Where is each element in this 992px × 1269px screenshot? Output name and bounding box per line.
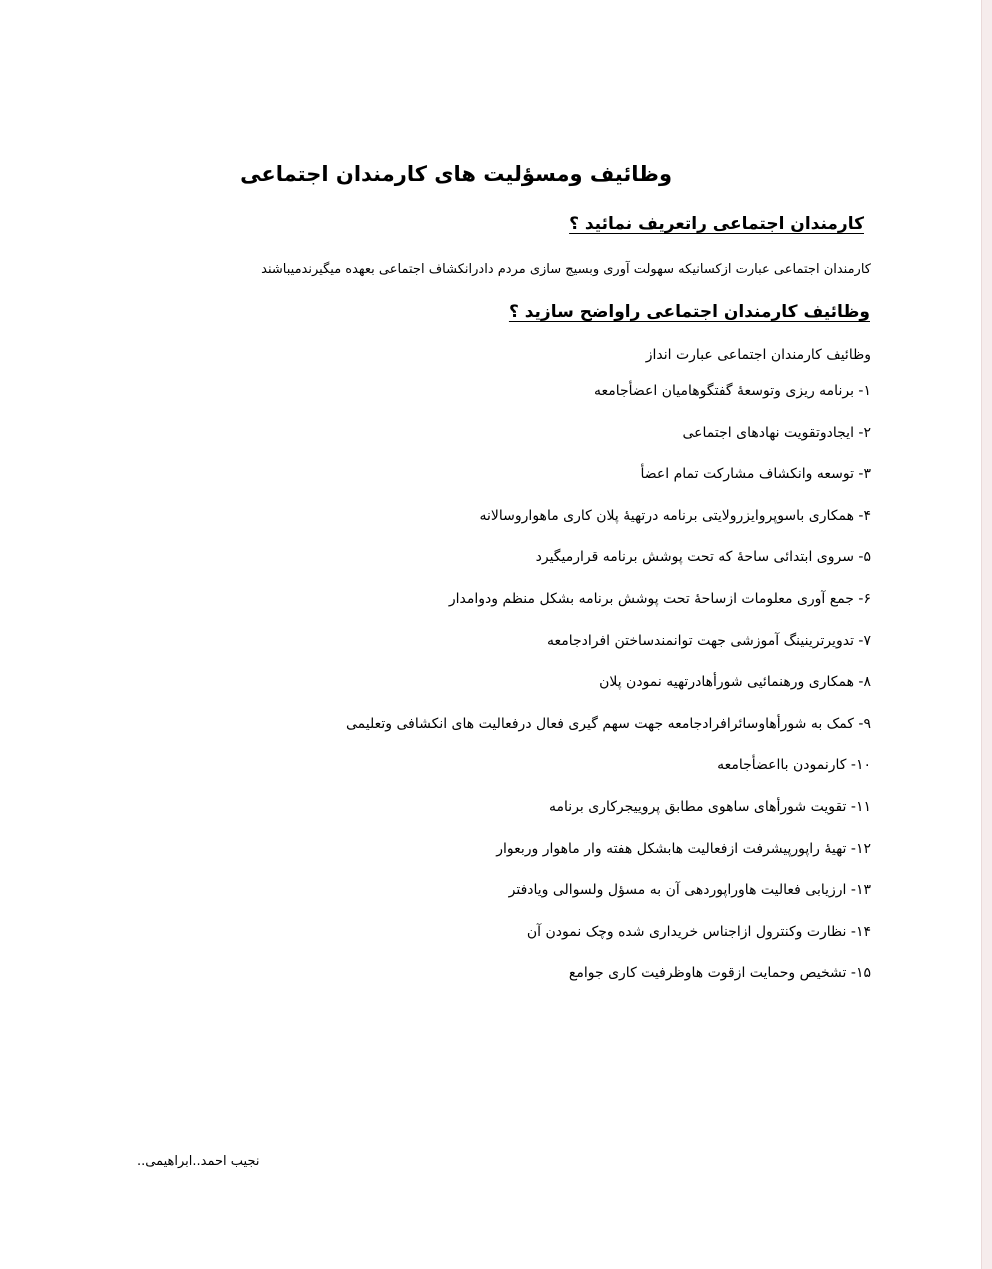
list-item: ۱۵- تشخیص وحمایت ازقوت هاوظرفیت کاری جوامع <box>568 965 871 982</box>
list-item: ۷- تدویرترینینگ آموزشی جهت توانمندساختن افرادجامعه <box>546 632 871 649</box>
list-item: ۱۱- تقویت شورأهای ساهوی مطابق پروییجرکاری برنامه <box>549 798 871 815</box>
list-item: ۱۴- نظارت وکنترول ازاجناس خریداری شده وچک نمودن آن <box>526 923 871 940</box>
author-signature: نجیب احمد..ابراهیمی.. <box>137 1154 260 1169</box>
list-item: ۸- همکاری ورهنمائیی شورأهادرتهیه نمودن پلان <box>599 674 871 691</box>
list-item: ۹- کمک به شورأهاوسائرافرادجامعه جهت سهم گیری فعال درفعالیت های انکشافی وتعلیمی <box>345 715 871 732</box>
duties-intro: وظائیف کارمندان اجتماعی عبارت انداز <box>645 347 871 363</box>
question-duties: وظائیف کارمندان اجتماعی راواضح سازید ؟ <box>508 302 870 322</box>
list-item: ۱۰- کارنمودن بااعضأجامعه <box>717 757 871 774</box>
list-item: ۶- جمع آوری معلومات ازساحهٔ تحت پوشش برنامه بشکل منظم ودوامدار <box>448 590 871 607</box>
list-item: ۱- برنامه ریزی وتوسعهٔ گفتگوهامیان اعضأجامعه <box>593 383 871 399</box>
document-title: وظائیف ومسؤلیت های کارمندان اجتماعی <box>240 162 672 186</box>
duties-list <box>346 383 871 1007</box>
answer-definition: کارمندان اجتماعی عبارت ازکسانیکه سهولت آوری وبسیج سازی مردم دادرانکشاف اجتماعی بعهده میگیرندمیباشند <box>261 262 871 277</box>
list-item: ۲- ایجادوتقویت نهادهای اجتماعی <box>682 424 871 441</box>
list-item: ۴- همکاری باسوپروایزرولایتی برنامه درتهیهٔ پلان کاری ماهواروسالانه <box>479 507 871 524</box>
list-item: ۵- سروی ابتدائی ساحهٔ که تحت پوشش برنامه قرارمیگیرد <box>535 549 871 566</box>
list-item: ۱۳- ارزیابی فعالیت هاوراپوردهی آن به مسؤل ولسوالی ویادفتر <box>508 882 871 899</box>
list-item: ۱۲- تهیهٔ راپورپیشرفت ازفعالیت هابشکل هفته وار ماهوار وربعوار <box>496 840 871 857</box>
page-edge <box>981 0 992 1269</box>
question-definition: کارمندان اجتماعی راتعریف نمائید ؟ <box>569 214 864 234</box>
list-item: ۳- توسعه وانکشاف مشارکت تمام اعضأ <box>640 466 871 483</box>
